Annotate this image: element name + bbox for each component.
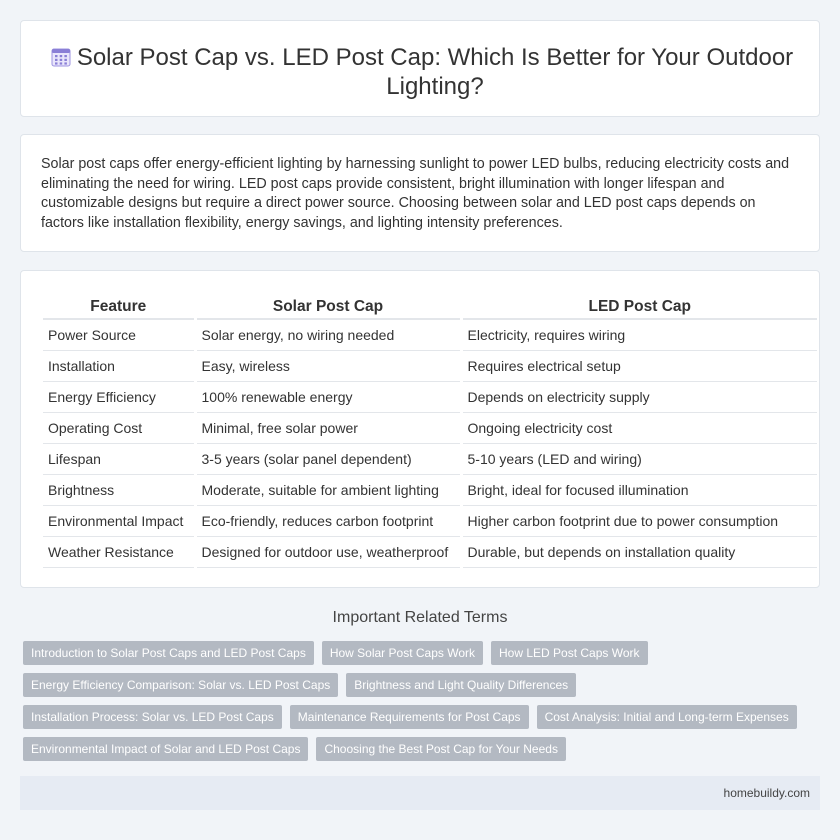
page-title: Solar Post Cap vs. LED Post Cap: Which Is Better for Your Outdoor Lighting? bbox=[76, 44, 794, 100]
related-term-tag[interactable]: Installation Process: Solar vs. LED Post Caps bbox=[23, 705, 282, 729]
table-cell: Durable, but depends on installation quality bbox=[461, 536, 817, 567]
related-term-tag[interactable]: Energy Efficiency Comparison: Solar vs. LED Post Caps bbox=[23, 673, 338, 697]
table-cell: Energy Efficiency bbox=[43, 381, 195, 412]
table-row bbox=[43, 412, 817, 443]
related-term-tag[interactable]: Choosing the Best Post Cap for Your Needs bbox=[316, 737, 565, 761]
table-row bbox=[43, 319, 817, 350]
table-row bbox=[43, 474, 817, 505]
table-row bbox=[43, 505, 817, 536]
related-terms-list bbox=[23, 641, 813, 769]
title-card bbox=[20, 20, 820, 117]
table-cell: Ongoing electricity cost bbox=[461, 412, 817, 443]
related-term-tag[interactable]: Environmental Impact of Solar and LED Post Caps bbox=[23, 737, 308, 761]
table-header-row bbox=[43, 297, 817, 319]
table-row bbox=[43, 536, 817, 567]
related-terms-row bbox=[23, 641, 813, 665]
related-terms-title: Important Related Terms bbox=[332, 609, 508, 626]
related-term-tag[interactable]: How Solar Post Caps Work bbox=[322, 641, 483, 665]
table-cell: Lifespan bbox=[43, 443, 195, 474]
table-cell: Minimal, free solar power bbox=[195, 412, 461, 443]
column-header: Solar Post Cap bbox=[195, 297, 461, 319]
table-cell: Weather Resistance bbox=[43, 536, 195, 567]
table-cell: Easy, wireless bbox=[195, 350, 461, 381]
table-cell: 5-10 years (LED and wiring) bbox=[461, 443, 817, 474]
table-cell: 100% renewable energy bbox=[195, 381, 461, 412]
table-cell: Solar energy, no wiring needed bbox=[195, 319, 461, 350]
intro-paragraph: Solar post caps offer energy-efficient lighting by harnessing sunlight to power LED bulbs, reducing electricity costs and eliminating the need for wiring. LED post caps provide consistent, bright illumination with longer lifespan and customizable designs but require a direct power source. Choosing between solar and LED post caps depends on factors like installation flexibility, energy savings, and lighting intensity preferences. bbox=[41, 156, 790, 231]
related-term-tag[interactable]: Cost Analysis: Initial and Long-term Expenses bbox=[537, 705, 797, 729]
table-cell: Electricity, requires wiring bbox=[461, 319, 817, 350]
intro-card bbox=[20, 134, 820, 252]
table-cell: 3-5 years (solar panel dependent) bbox=[195, 443, 461, 474]
table-cell: Power Source bbox=[43, 319, 195, 350]
table-cell: Installation bbox=[43, 350, 195, 381]
related-term-tag[interactable]: Introduction to Solar Post Caps and LED Post Caps bbox=[23, 641, 314, 665]
table-cell: Operating Cost bbox=[43, 412, 195, 443]
table-cell: Environmental Impact bbox=[43, 505, 195, 536]
related-terms-row bbox=[23, 673, 813, 697]
table-row bbox=[43, 381, 817, 412]
table-cell: Bright, ideal for focused illumination bbox=[461, 474, 817, 505]
related-terms-row bbox=[23, 705, 813, 729]
table-cell: Eco-friendly, reduces carbon footprint bbox=[195, 505, 461, 536]
table-cell: Depends on electricity supply bbox=[461, 381, 817, 412]
footer bbox=[20, 776, 820, 810]
comparison-card bbox=[20, 270, 820, 588]
table-cell: Moderate, suitable for ambient lighting bbox=[195, 474, 461, 505]
column-header: LED Post Cap bbox=[461, 297, 817, 319]
footer-site: homebuildy.com bbox=[723, 786, 810, 800]
table-row bbox=[43, 350, 817, 381]
related-term-tag[interactable]: Maintenance Requirements for Post Caps bbox=[290, 705, 529, 729]
table-row bbox=[43, 443, 817, 474]
related-terms-row bbox=[23, 737, 813, 761]
table-cell: Brightness bbox=[43, 474, 195, 505]
table-cell: Higher carbon footprint due to power consumption bbox=[461, 505, 817, 536]
column-header: Feature bbox=[43, 297, 195, 319]
related-term-tag[interactable]: Brightness and Light Quality Differences bbox=[346, 673, 576, 697]
related-term-tag[interactable]: How LED Post Caps Work bbox=[491, 641, 648, 665]
comparison-table bbox=[43, 297, 817, 568]
table-cell: Requires electrical setup bbox=[461, 350, 817, 381]
table-cell: Designed for outdoor use, weatherproof bbox=[195, 536, 461, 567]
